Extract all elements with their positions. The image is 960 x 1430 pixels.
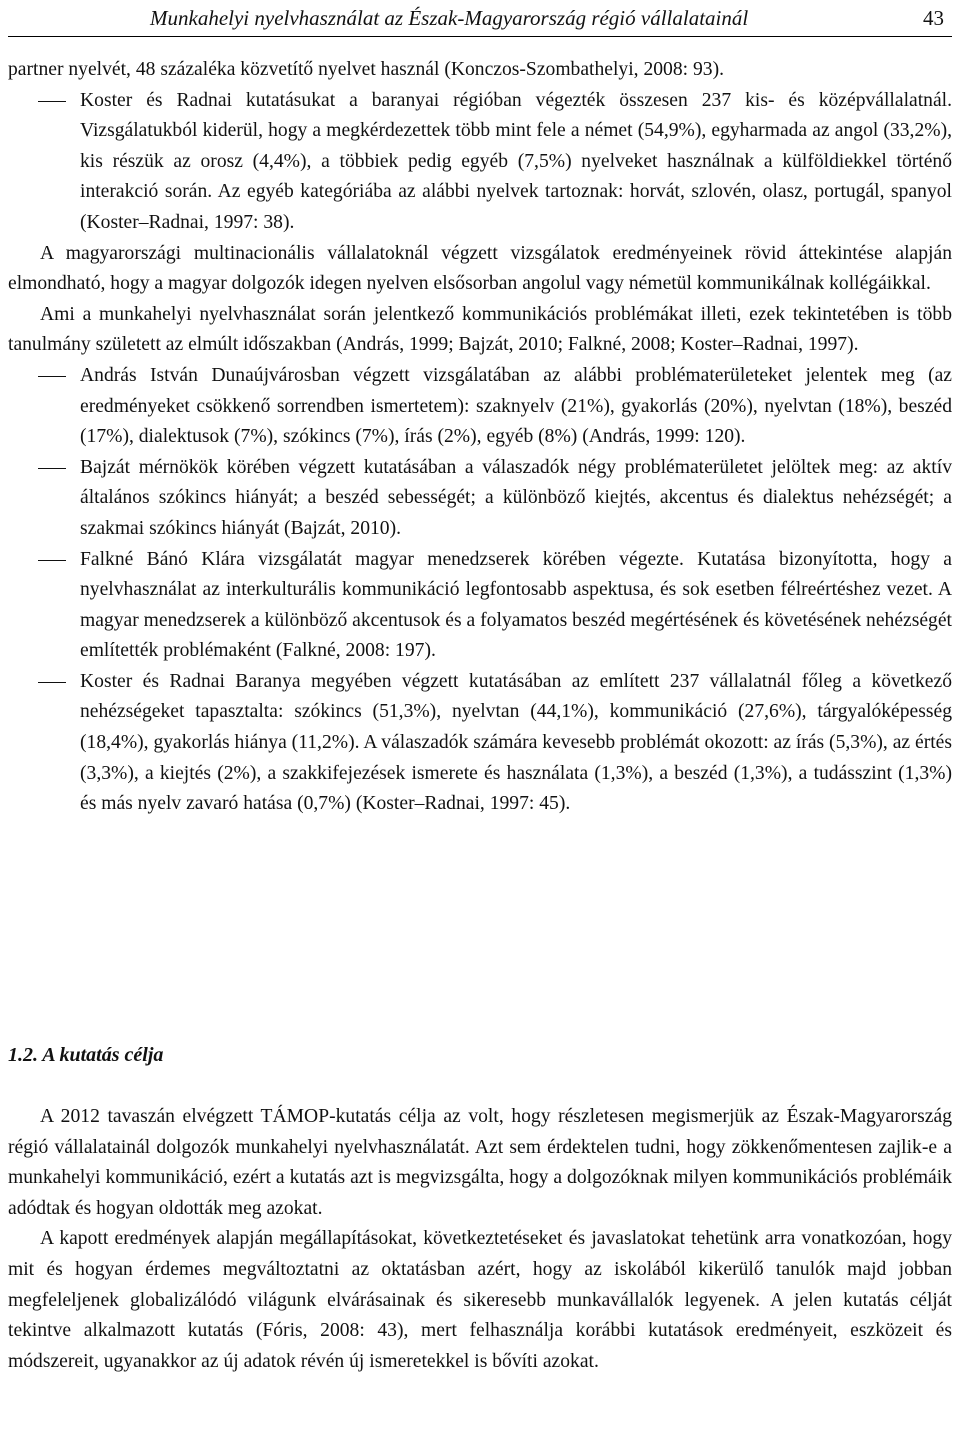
dash-bullet <box>38 376 66 377</box>
list-item: András István Dunaújvárosban végzett vizsgálatában az alábbi problématerületeket jelentek meg (az eredményeket csökkenő sorrendben ismertetem): szaknyelv (21%), gyakorlás (20%), nyelvtan (18%), beszéd (17%), dialektusok (7%), szókincs (7%), írás (2%), egyéb (8%) (András, 1999: 120). <box>8 361 952 453</box>
list-item: Koster és Radnai Baranya megyében végzett kutatásában az említett 237 vállalatnál főleg a következő nehézségeket tapasztalta: szókincs (51,3%), nyelvtan (44,1%), kommunikáció (27,6%), tárgyalóképesség (18,4%), gyakorlás hiánya (11,2%). A válaszadók számára kevesebb problémát okozott: az írás (5,3%), az értés (3,3%), a kiejtés (2%), a szakkifejezések ismerete és használata (1,3%), a beszéd (1,3%), a tudásszint (1,3%) és más nyelv zavaró hatása (0,7%) (Koster–Radnai, 1997: 45). <box>8 667 952 820</box>
list-item: Bajzát mérnökök körében végzett kutatásában a válaszadók négy problématerületet jelöltek meg: az aktív általános szókincs hiányát; a beszéd sebességét; a különböző kiejtés, akcentus és dialektus nehézségét; a szakmai szókincs hiányát (Bajzát, 2010). <box>8 453 952 545</box>
dash-bullet <box>38 560 66 561</box>
paragraph: Ami a munkahelyi nyelvhasználat során jelentkező kommunikációs problémákat illeti, ezek tekintetében is több tanulmány született az elmúlt időszakban (András, 1999; Bajzát, 2010; Falkné, 2008; Koster–Radnai, 1997). <box>8 303 952 356</box>
dash-bullet <box>38 468 66 469</box>
dash-bullet <box>38 682 66 683</box>
section-heading: 1.2. A kutatás célja <box>8 1044 164 1066</box>
paragraph: A magyarországi multinacionális vállalatoknál végzett vizsgálatok eredményeinek rövid áttekintése alapján elmondható, hogy a magyar dolgozók idegen nyelven elsősorban angolul vagy németül kommunikálnak kollégáikkal. <box>8 242 952 295</box>
page-header <box>8 2 952 37</box>
body-text-top <box>8 55 952 820</box>
page-number: 43 <box>923 6 944 30</box>
list-item: Falkné Bánó Klára vizsgálatát magyar menedzserek körében végezte. Kutatása bizonyította, hogy a nyelvhasználat az interkulturális kommunikáció legfontosabb aspektusa, és sok esetben félreértéshez vezet. A magyar menedzserek a különböző akcentusok és a folyamatos beszéd megértésének és követésének nehézségét említették problémaként (Falkné, 2008: 197). <box>8 545 952 667</box>
dash-bullet <box>38 101 66 102</box>
paragraph: partner nyelvét, 48 százaléka közvetítő nyelvet használ (Konczos-Szombathelyi, 2008: 93). <box>8 59 725 80</box>
list-item: Koster és Radnai kutatásukat a baranyai régióban végezték összesen 237 kis- és középvállalatnál. Vizsgálatukból kiderül, hogy a megkérdezettek több mint fele a német (54,9%), egyharmada az angol (33,2%), kis részük az orosz (4,4%), a többiek pedig egyéb (7,5%) nyelveket használnak a külföldiekkel történő interakció során. Az egyéb kategóriába az alábbi nyelvek tartoznak: horvát, szlovén, olasz, portugál, spanyol (Koster–Radnai, 1997: 38). <box>8 86 952 239</box>
paragraph: A kapott eredmények alapján megállapításokat, következtetéseket és javaslatokat tehetünk arra vonatkozóan, hogy mit és hogyan érdemes megváltoztatni az oktatásban azért, hogy az iskolából kikerülő tanulók majd jobban megfeleljenek globalizálódó világunk elvárásainak és sikeresebb munkavállalók legyenek. A jelen kutatás célját tekintve alkalmazott kutatás (Fóris, 2008: 43), mert felhasználja korábbi kutatások eredményeit, eszközeit és módszereit, ugyanakkor az új adatok révén új ismeretekkel is bővíti azokat. <box>8 1228 952 1372</box>
running-title: Munkahelyi nyelvhasználat az Észak-Magyarország régió vállalatainál <box>150 6 749 30</box>
paragraph: A 2012 tavaszán elvégzett TÁMOP-kutatás célja az volt, hogy részletesen megismerjük az Észak-Magyarország régió vállalatainál dolgozók munkahelyi nyelvhasználatát. Azt sem érdektelen tudni, hogy zökkenőmentesen zajlik-e a munkahelyi kommunikáció, ezért a kutatás azt is megvizsgálta, hogy a dolgozóknak milyen kommunikációs problémáik adódtak és hogyan oldották meg azokat. <box>8 1106 952 1219</box>
body-text-bottom <box>8 1102 952 1377</box>
